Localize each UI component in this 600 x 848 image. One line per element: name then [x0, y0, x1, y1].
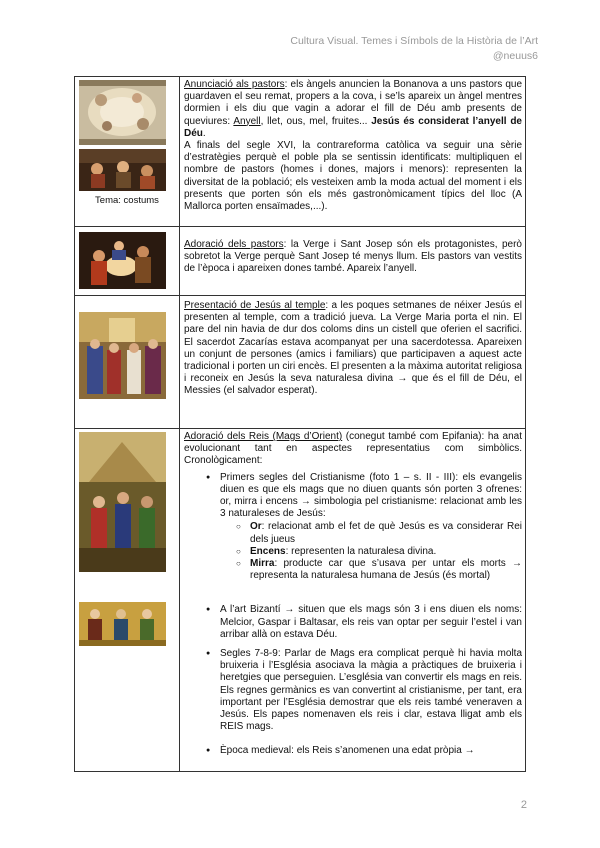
text-cell	[180, 296, 526, 429]
page-number: 2	[520, 799, 527, 811]
paragraph-text: (conegut també com Epifania): ha anat evolucionant tant en aspectes representatius com simbòlics. Cronològicament:	[184, 431, 523, 467]
table-row	[75, 296, 526, 429]
bullet-list	[184, 472, 522, 758]
paragraph-text: : la Verge i Sant Josep són els protagonistes, però sobretot la Verge perquè Sant Josep té menys llum. Els pastors van vestits de l’època i apareixen dones també. Apareix l’anyell.	[184, 239, 522, 275]
section-heading: Adoració dels Reis (Mags d’Orient)	[184, 431, 343, 442]
paragraph-text: , llet, ous, mel, fruites...	[260, 115, 372, 127]
content-table	[74, 76, 526, 772]
paragraph-text: : a les poques setmanes de néixer Jesús el presenten al temple, com a tradició jueva. La Verge Maria porta el nin. El pare del nin havia de dur dos coloms dins un cistell que oferien el sacrifici. El sacerdot Zacarías estava acompanyat per una sacerdotessa. Apareixen un conjunt de persones (amics i familiars) que participaven a aquest acte tradicional i porten un ciri encès. El presenten a la màxima autoritat religiosa i reconeix en Jesús la seva naturalesa divina → que és el fill de Déu, el Messies (el salvador esperat).	[184, 300, 523, 397]
paragraph-text: A finals del segle XVI, la contrareforma catòlica va seguir una sèrie d’estratègies perquè el poble pla se sentissin identificats: multipliquen el nombre de pastors (homes i dones, majors i menors): representen la diversitat de la població; els vesteixen amb la moda actual del moment i els presents que porten són els més gastronòmicament típics del lloc (A Mallorca porten ensaïmades,...).	[184, 140, 522, 213]
sub-item-term: Encens	[250, 545, 286, 557]
list-item	[220, 648, 522, 733]
header-title: Cultura Visual. Temes i Símbols de la Història de l’Art	[290, 35, 538, 47]
list-item	[220, 472, 522, 583]
list-item-text: Primers segles del Cristianisme (foto 1 – s. II - III): els evangelis diuen es que els mags que no diuen quants són porten 3 ofrenes: or, mirra i encens → simbologia pel cristianisme: relacionat amb les 3 naturaleses de Jesús:	[220, 471, 522, 520]
image-cell	[75, 227, 180, 296]
text-cell	[180, 77, 526, 227]
image-cell	[75, 429, 180, 772]
page-header	[290, 34, 538, 64]
shepherds-painting-image	[79, 149, 166, 191]
sub-list-item	[250, 521, 522, 545]
list-item	[220, 745, 522, 757]
sub-item-text: : producte car que s’usava per untar els morts → representa la naturalesa humana de Jesús (és mortal)	[250, 558, 522, 582]
text-cell	[180, 429, 526, 772]
list-item-text: A l’art Bizantí → situen que els mags són 3 i ens diuen els noms: Melcior, Gaspar i Baltasar, els reis van optar per seguir l’estel i van arribar allà on estava Déu.	[220, 604, 522, 640]
anyell-text: Anyell	[233, 115, 261, 127]
paragraph-text: .	[202, 127, 206, 139]
image-cell	[75, 296, 180, 429]
list-item	[220, 604, 522, 641]
adoration-shepherds-image	[79, 232, 166, 289]
image-cell	[75, 77, 180, 227]
sub-item-text: : relacionat amb el fet de què Jesús es va considerar Rei dels jueus	[250, 521, 522, 545]
sub-list-item	[250, 558, 522, 582]
sub-bullet-list	[220, 521, 522, 582]
sub-list-item	[250, 546, 522, 558]
bold-statement: Jesús és considerat l’anyell de Déu	[184, 115, 522, 139]
section-heading: Adoració dels pastors	[184, 239, 284, 250]
paragraph-text: : els àngels anuncien la Bonanova a uns pastors que guardaven el seu remat, propers a la cova, i se’ls apareix un àngel mentres dormien i els diu que vagin a adorar el fill de Déu amb presents de queviures:	[184, 79, 523, 127]
presentation-temple-image	[79, 312, 166, 399]
byzantine-mosaic-image	[79, 602, 166, 646]
sub-item-term: Mirra	[250, 558, 275, 570]
section-heading: Anunciació als pastors	[184, 79, 285, 90]
list-item-text: Època medieval: els Reis s’anomenen una edat pròpia →	[220, 745, 475, 757]
sub-item-term: Or	[250, 521, 262, 533]
header-handle: @neuus6	[492, 50, 538, 62]
row-caption: Tema: costums	[95, 195, 159, 206]
adoration-magi-image	[79, 432, 166, 572]
text-cell	[180, 227, 526, 296]
table-row	[75, 77, 526, 227]
list-item-text: Segles 7-8-9: Parlar de Mags era complicat perquè hi havia molta bruixeria i l’Església asociava la màgia a pràctiques de bruixeria i heretgies que perseguien. L’església van convertir els mags en reis. Els regnes germànics es van convertint al cristianisme, per tant, era important per l’Església demostrar que els reis també veneraven a Jesús. Els papes nomenaven els reis i clar, estava lligat amb els REIS mags.	[220, 648, 522, 733]
sub-item-text: : representen la naturalesa divina.	[285, 545, 437, 557]
table-row	[75, 227, 526, 296]
table-row	[75, 429, 526, 772]
section-heading: Presentació de Jesús al temple	[184, 300, 326, 311]
ceiling-fresco-image	[79, 80, 166, 145]
